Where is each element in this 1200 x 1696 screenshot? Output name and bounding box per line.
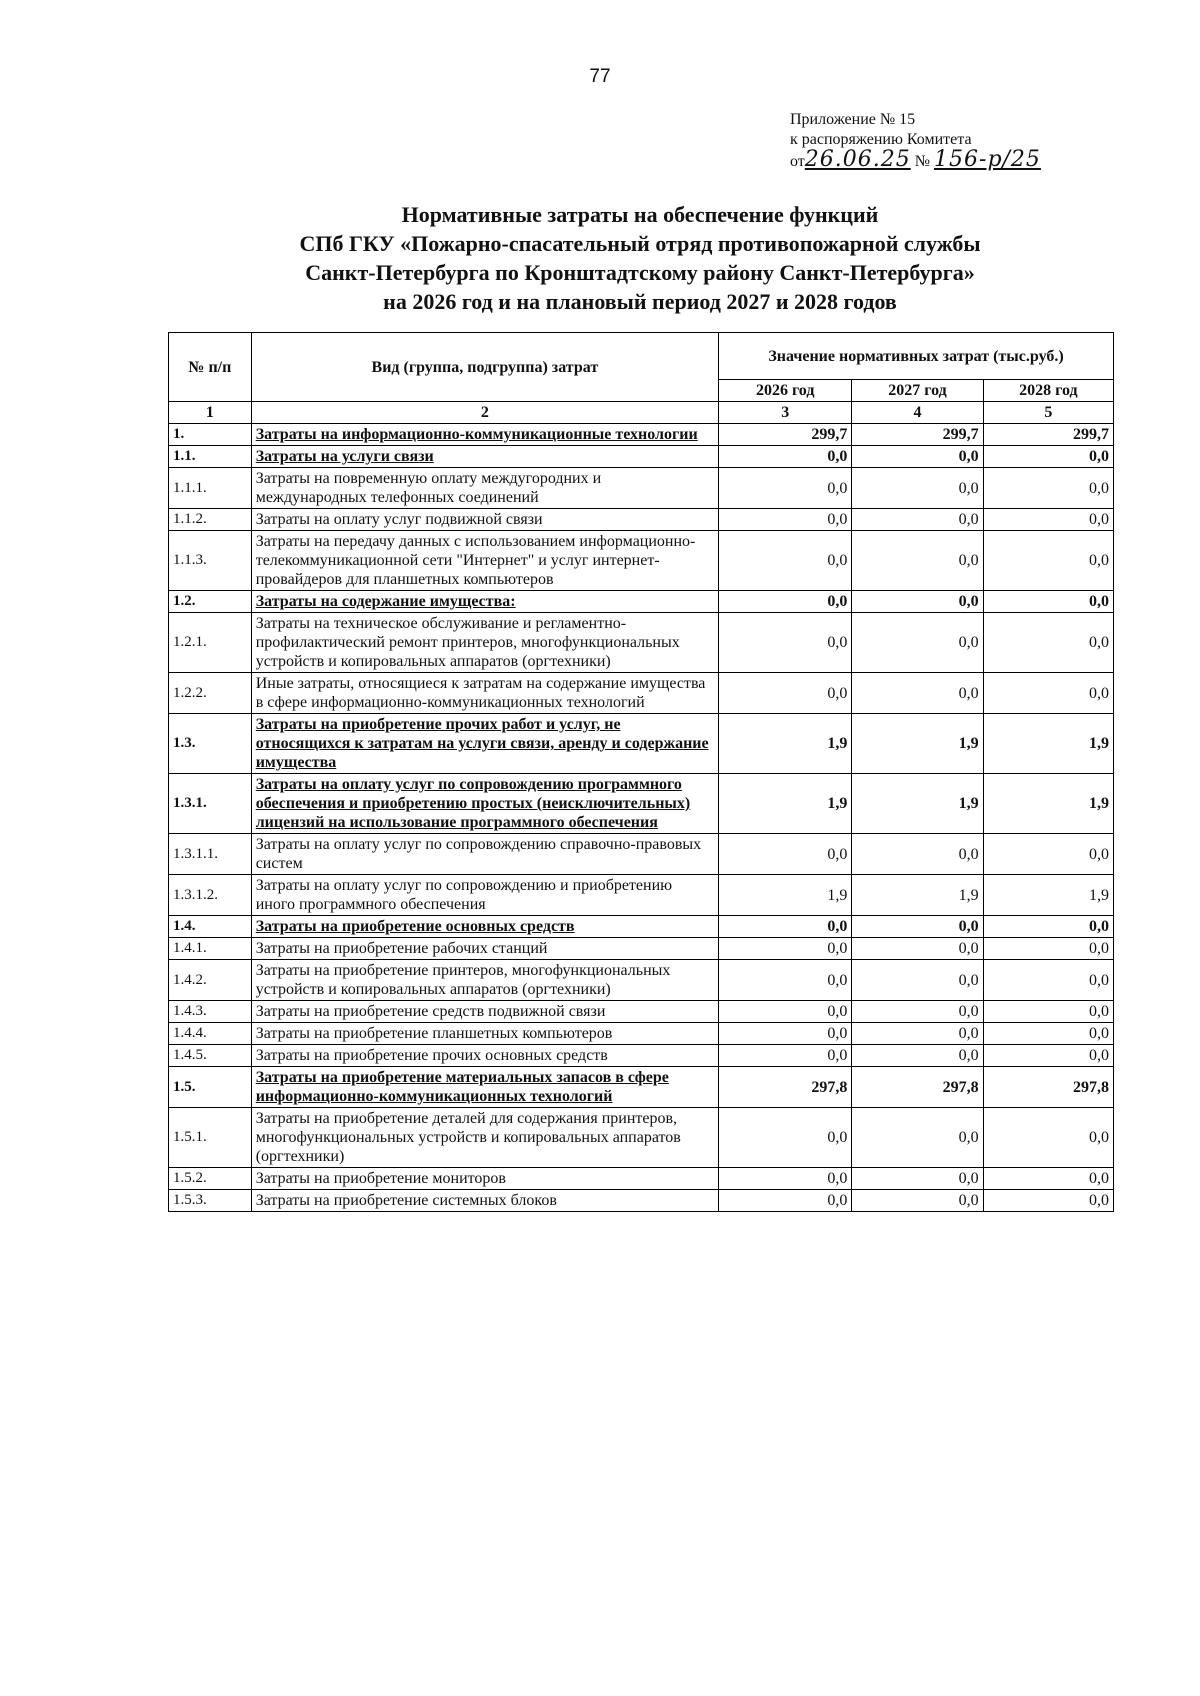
appendix-number: 156-р/25 bbox=[934, 147, 1041, 172]
row-code: 1.1.3. bbox=[169, 531, 252, 591]
value-2027: 0,0 bbox=[852, 531, 983, 591]
row-name: Затраты на приобретение принтеров, многофункциональных устройств и копировальных аппаратов (оргтехники) bbox=[251, 960, 718, 1001]
value-2027: 1,9 bbox=[852, 875, 983, 916]
value-2026: 0,0 bbox=[719, 468, 852, 509]
row-code: 1.3.1.2. bbox=[169, 875, 252, 916]
appendix-date: 26.06.25 bbox=[804, 147, 911, 172]
row-name: Затраты на приобретение прочих работ и услуг, не относящихся к затратам на услуги связи, аренду и содержание имущества bbox=[251, 714, 718, 774]
header-year-2026: 2026 год bbox=[719, 380, 852, 402]
table-row bbox=[169, 1067, 1114, 1108]
row-code: 1.4.4. bbox=[169, 1023, 252, 1045]
row-code: 1.5.1. bbox=[169, 1108, 252, 1168]
row-code: 1.2.1. bbox=[169, 613, 252, 673]
value-2027: 0,0 bbox=[852, 1023, 983, 1045]
value-2026: 0,0 bbox=[719, 613, 852, 673]
value-2028: 0,0 bbox=[983, 591, 1113, 613]
row-code: 1.4. bbox=[169, 916, 252, 938]
value-2026: 0,0 bbox=[719, 1190, 852, 1212]
value-2026: 0,0 bbox=[719, 1045, 852, 1067]
value-2028: 0,0 bbox=[983, 938, 1113, 960]
value-2028: 0,0 bbox=[983, 1023, 1113, 1045]
value-2027: 0,0 bbox=[852, 468, 983, 509]
row-name: Затраты на повременную оплату междугородних и международных телефонных соединений bbox=[251, 468, 718, 509]
row-name: Затраты на техническое обслуживание и регламентно-профилактический ремонт принтеров, многофункциональных устройств и копировальных аппаратов (оргтехники) bbox=[251, 613, 718, 673]
value-2028: 0,0 bbox=[983, 509, 1113, 531]
value-2026: 1,9 bbox=[719, 774, 852, 834]
value-2027: 0,0 bbox=[852, 938, 983, 960]
appendix-line-1: Приложение № 15 bbox=[790, 111, 916, 128]
value-2026: 0,0 bbox=[719, 591, 852, 613]
value-2027: 0,0 bbox=[852, 509, 983, 531]
value-2028: 299,7 bbox=[983, 424, 1113, 446]
row-name: Затраты на приобретение средств подвижной связи bbox=[251, 1001, 718, 1023]
value-2027: 0,0 bbox=[852, 1045, 983, 1067]
row-name: Затраты на передачу данных с использованием информационно-телекоммуникационной сети "Интернет" и услуг интернет-провайдеров для планшетных компьютеров bbox=[251, 531, 718, 591]
header-kind: Вид (группа, подгруппа) затрат bbox=[251, 333, 718, 402]
row-name: Затраты на приобретение планшетных компьютеров bbox=[251, 1023, 718, 1045]
page-number: 77 bbox=[589, 66, 611, 87]
row-name: Затраты на приобретение деталей для содержания принтеров, многофункциональных устройств и копировальных аппаратов (оргтехники) bbox=[251, 1108, 718, 1168]
appendix-number-prefix: № bbox=[914, 153, 931, 170]
table-row bbox=[169, 834, 1114, 875]
column-number: 5 bbox=[983, 402, 1113, 424]
value-2027: 297,8 bbox=[852, 1067, 983, 1108]
value-2026: 0,0 bbox=[719, 531, 852, 591]
value-2026: 0,0 bbox=[719, 938, 852, 960]
table-row bbox=[169, 591, 1114, 613]
row-code: 1.5.2. bbox=[169, 1168, 252, 1190]
value-2026: 0,0 bbox=[719, 1168, 852, 1190]
value-2026: 0,0 bbox=[719, 960, 852, 1001]
header-year-2028: 2028 год bbox=[983, 380, 1113, 402]
table-row bbox=[169, 938, 1114, 960]
row-code: 1.1.1. bbox=[169, 468, 252, 509]
value-2027: 0,0 bbox=[852, 613, 983, 673]
table-row bbox=[169, 916, 1114, 938]
table-row bbox=[169, 424, 1114, 446]
table-row bbox=[169, 1190, 1114, 1212]
value-2028: 0,0 bbox=[983, 446, 1113, 468]
value-2026: 0,0 bbox=[719, 673, 852, 714]
row-name: Затраты на приобретение прочих основных средств bbox=[251, 1045, 718, 1067]
table-row bbox=[169, 446, 1114, 468]
value-2028: 0,0 bbox=[983, 531, 1113, 591]
value-2028: 297,8 bbox=[983, 1067, 1113, 1108]
row-name: Затраты на приобретение материальных запасов в сфере информационно-коммуникационных технологий bbox=[251, 1067, 718, 1108]
row-code: 1.3.1.1. bbox=[169, 834, 252, 875]
value-2026: 1,9 bbox=[719, 875, 852, 916]
row-code: 1.3. bbox=[169, 714, 252, 774]
row-code: 1.1. bbox=[169, 446, 252, 468]
value-2027: 1,9 bbox=[852, 774, 983, 834]
row-name: Затраты на оплату услуг по сопровождению и приобретению иного программного обеспечения bbox=[251, 875, 718, 916]
row-code: 1.3.1. bbox=[169, 774, 252, 834]
row-code: 1.4.3. bbox=[169, 1001, 252, 1023]
row-name: Затраты на информационно-коммуникационные технологии bbox=[251, 424, 718, 446]
value-2027: 0,0 bbox=[852, 1168, 983, 1190]
row-code: 1. bbox=[169, 424, 252, 446]
value-2026: 0,0 bbox=[719, 509, 852, 531]
title-line-3: Санкт-Петербурга по Кронштадтскому району Санкт-Петербурга» bbox=[305, 260, 975, 285]
table-row bbox=[169, 1168, 1114, 1190]
value-2028: 0,0 bbox=[983, 673, 1113, 714]
value-2028: 0,0 bbox=[983, 1001, 1113, 1023]
table-row bbox=[169, 1108, 1114, 1168]
row-code: 1.2. bbox=[169, 591, 252, 613]
value-2026: 1,9 bbox=[719, 714, 852, 774]
table-row bbox=[169, 673, 1114, 714]
value-2028: 0,0 bbox=[983, 1045, 1113, 1067]
value-2027: 0,0 bbox=[852, 446, 983, 468]
value-2028: 0,0 bbox=[983, 960, 1113, 1001]
value-2028: 0,0 bbox=[983, 468, 1113, 509]
row-code: 1.4.5. bbox=[169, 1045, 252, 1067]
row-code: 1.4.2. bbox=[169, 960, 252, 1001]
value-2026: 0,0 bbox=[719, 916, 852, 938]
title-line-4: на 2026 год и на плановый период 2027 и 2028 годов bbox=[383, 289, 897, 314]
column-number: 4 bbox=[852, 402, 983, 424]
value-2027: 0,0 bbox=[852, 1108, 983, 1168]
row-name: Затраты на приобретение рабочих станций bbox=[251, 938, 718, 960]
appendix-date-prefix: от bbox=[790, 153, 805, 170]
table-row bbox=[169, 509, 1114, 531]
table-row bbox=[169, 468, 1114, 509]
value-2028: 0,0 bbox=[983, 613, 1113, 673]
value-2026: 299,7 bbox=[719, 424, 852, 446]
row-name: Затраты на приобретение мониторов bbox=[251, 1168, 718, 1190]
value-2027: 0,0 bbox=[852, 1190, 983, 1212]
row-code: 1.2.2. bbox=[169, 673, 252, 714]
column-number: 2 bbox=[251, 402, 718, 424]
value-2028: 1,9 bbox=[983, 774, 1113, 834]
table-row bbox=[169, 613, 1114, 673]
appendix-line-3 bbox=[790, 147, 1041, 172]
value-2027: 0,0 bbox=[852, 834, 983, 875]
row-name: Затраты на услуги связи bbox=[251, 446, 718, 468]
row-name: Затраты на приобретение системных блоков bbox=[251, 1190, 718, 1212]
title-line-1: Нормативные затраты на обеспечение функций bbox=[401, 202, 879, 227]
appendix-block bbox=[790, 110, 1041, 172]
row-name: Иные затраты, относящиеся к затратам на содержание имущества в сфере информационно-коммуникационных технологий bbox=[251, 673, 718, 714]
appendix-line-2: к распоряжению Комитета bbox=[790, 131, 972, 148]
value-2027: 1,9 bbox=[852, 714, 983, 774]
row-name: Затраты на оплату услуг по сопровождению справочно-правовых систем bbox=[251, 834, 718, 875]
row-code: 1.1.2. bbox=[169, 509, 252, 531]
row-name: Затраты на приобретение основных средств bbox=[251, 916, 718, 938]
value-2027: 299,7 bbox=[852, 424, 983, 446]
row-name: Затраты на оплату услуг подвижной связи bbox=[251, 509, 718, 531]
document-title bbox=[170, 200, 1110, 316]
table-row bbox=[169, 875, 1114, 916]
value-2027: 0,0 bbox=[852, 916, 983, 938]
table-row bbox=[169, 714, 1114, 774]
row-code: 1.5. bbox=[169, 1067, 252, 1108]
row-name: Затраты на оплату услуг по сопровождению программного обеспечения и приобретению простых (неисключительных) лицензий на использование программного обеспечения bbox=[251, 774, 718, 834]
column-number: 3 bbox=[719, 402, 852, 424]
title-line-2: СПб ГКУ «Пожарно-спасательный отряд противопожарной службы bbox=[299, 231, 981, 256]
row-code: 1.5.3. bbox=[169, 1190, 252, 1212]
value-2026: 0,0 bbox=[719, 1023, 852, 1045]
value-2028: 0,0 bbox=[983, 1108, 1113, 1168]
column-number: 1 bbox=[169, 402, 252, 424]
costs-table bbox=[168, 332, 1114, 1212]
value-2026: 297,8 bbox=[719, 1067, 852, 1108]
value-2026: 0,0 bbox=[719, 446, 852, 468]
value-2028: 0,0 bbox=[983, 1190, 1113, 1212]
table-row bbox=[169, 1045, 1114, 1067]
header-year-2027: 2027 год bbox=[852, 380, 983, 402]
header-values: Значение нормативных затрат (тыс.руб.) bbox=[719, 333, 1114, 380]
value-2027: 0,0 bbox=[852, 1001, 983, 1023]
value-2026: 0,0 bbox=[719, 1108, 852, 1168]
value-2027: 0,0 bbox=[852, 960, 983, 1001]
value-2026: 0,0 bbox=[719, 1001, 852, 1023]
table-row bbox=[169, 960, 1114, 1001]
row-name: Затраты на содержание имущества: bbox=[251, 591, 718, 613]
table-row bbox=[169, 1001, 1114, 1023]
column-numbers-row bbox=[169, 402, 1114, 424]
value-2026: 0,0 bbox=[719, 834, 852, 875]
value-2028: 1,9 bbox=[983, 714, 1113, 774]
table-row bbox=[169, 774, 1114, 834]
table-row bbox=[169, 1023, 1114, 1045]
costs-table-body bbox=[169, 424, 1114, 1212]
value-2028: 0,0 bbox=[983, 916, 1113, 938]
value-2028: 1,9 bbox=[983, 875, 1113, 916]
row-code: 1.4.1. bbox=[169, 938, 252, 960]
table-row bbox=[169, 531, 1114, 591]
value-2027: 0,0 bbox=[852, 673, 983, 714]
value-2028: 0,0 bbox=[983, 834, 1113, 875]
value-2027: 0,0 bbox=[852, 591, 983, 613]
value-2028: 0,0 bbox=[983, 1168, 1113, 1190]
header-num: № п/п bbox=[169, 333, 252, 402]
